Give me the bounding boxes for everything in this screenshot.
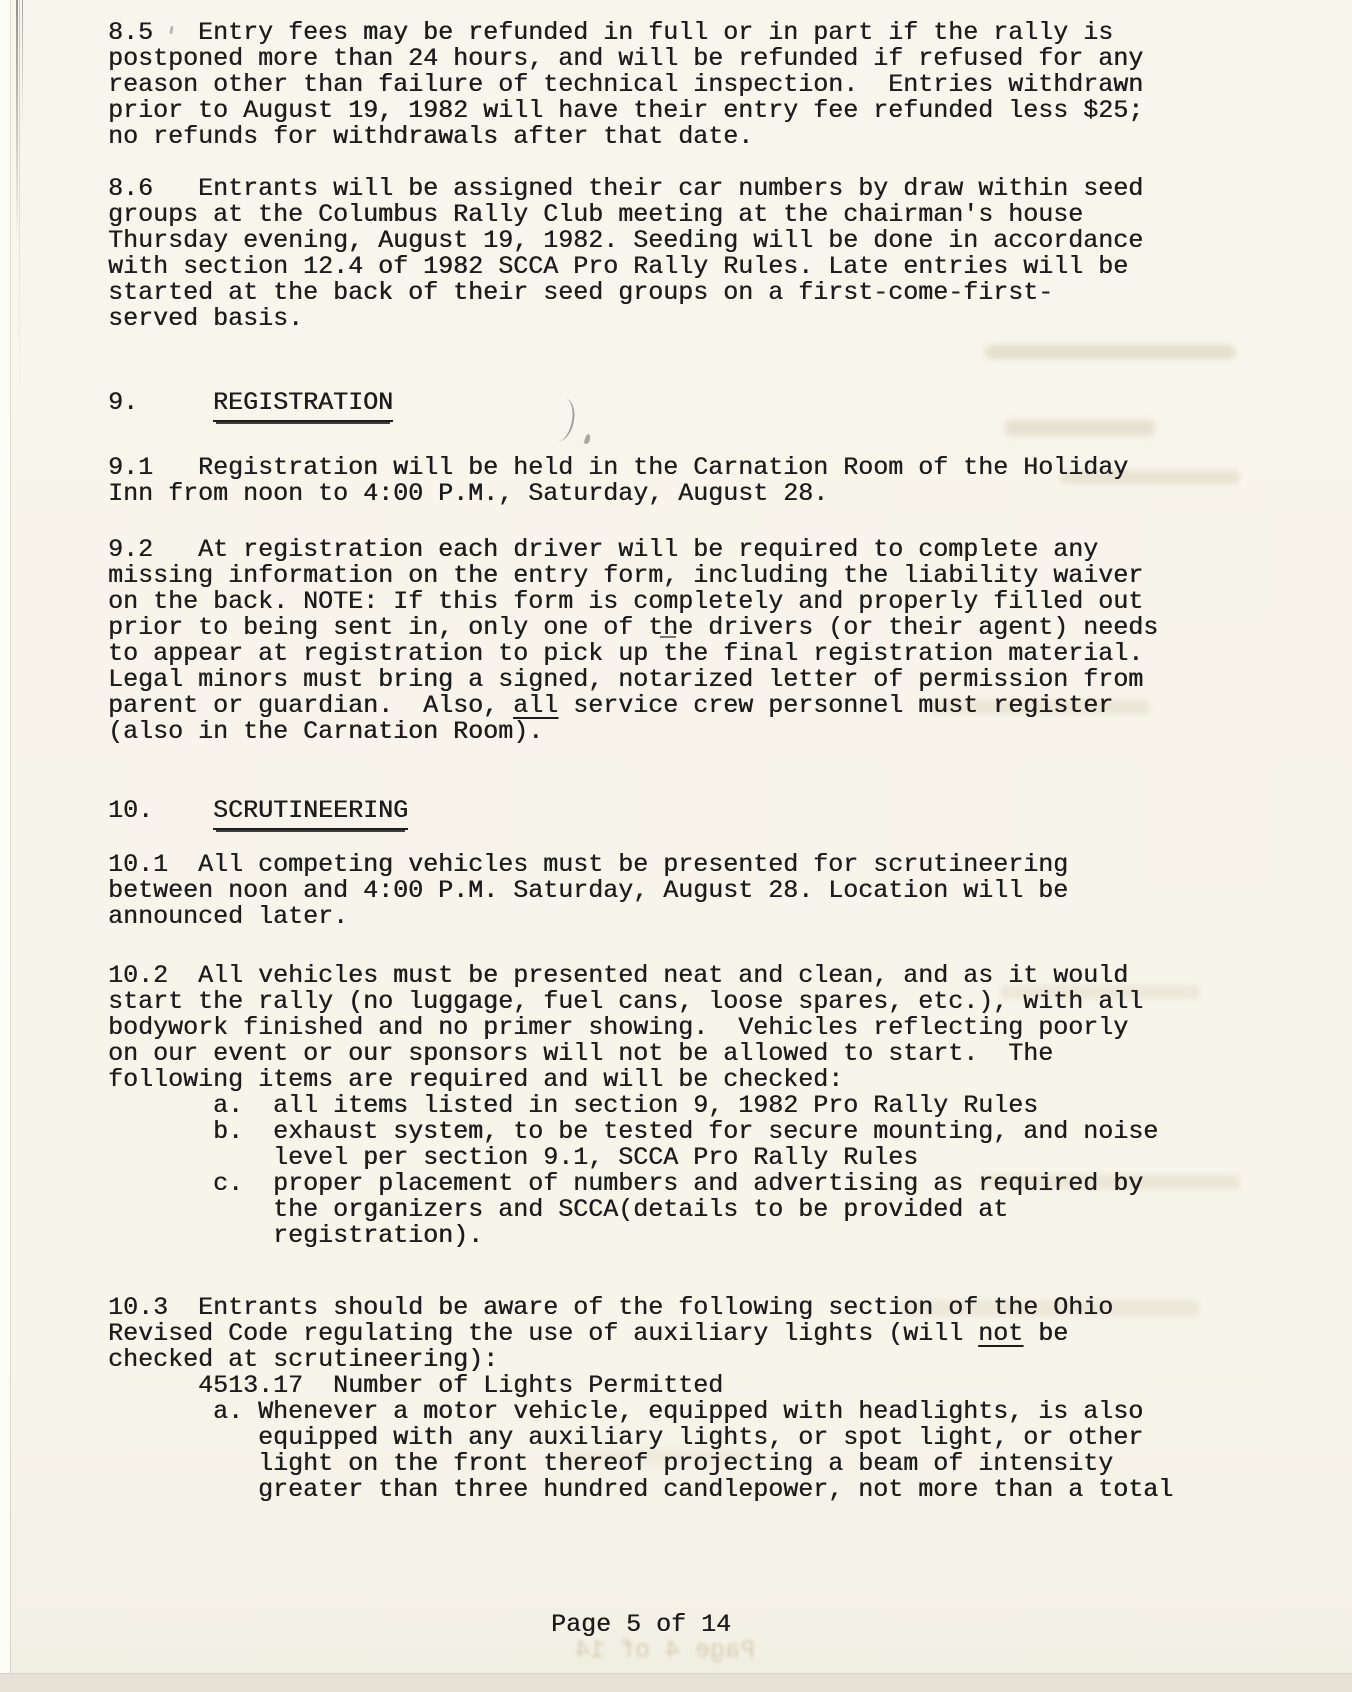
text-line: between noon and 4:00 P.M. Saturday, August 28. Location will be: [108, 876, 1069, 905]
page-footer: Page 5 of 14: [551, 1610, 732, 1639]
text-line: following items are required and will be checked:: [108, 1065, 844, 1094]
section-8-5: [108, 20, 1352, 150]
text-segment: service crew personnel must register: [558, 691, 1114, 720]
text-segment: be: [1023, 1319, 1069, 1348]
text-line: 10.3 Entrants should be aware of the following section of the Ohio: [108, 1293, 1114, 1322]
text-line: equipped with any auxiliary lights, or spot light, or other: [108, 1423, 1144, 1452]
text-line: start the rally (no luggage, fuel cans, loose spares, etc.), with all: [108, 987, 1144, 1016]
section-9-2: [108, 537, 1352, 745]
list-item-c: c. proper placement of numbers and advertising as required by: [108, 1169, 1144, 1198]
text-line: served basis.: [108, 304, 304, 333]
text-line: 9.1 Registration will be held in the Carnation Room of the Holiday: [108, 453, 1129, 482]
section-9-1: [108, 455, 1352, 507]
text-line: started at the back of their seed groups on a first-come-first-: [108, 278, 1054, 307]
heading-registration: [108, 390, 1352, 416]
text-line: bodywork finished and no primer showing. Vehicles reflecting poorly: [108, 1013, 1129, 1042]
list-item-a: a. all items listed in section 9, 1982 Pro Rally Rules: [108, 1091, 1039, 1120]
text-line: prior to August 19, 1982 will have their entry fee refunded less $25;: [108, 96, 1144, 125]
text-line: 8.5 Entry fees may be refunded in full or in part if the rally is: [108, 18, 1114, 47]
text-line: on the back. NOTE: If this form is completely and properly filled out: [108, 587, 1144, 616]
page-body: [108, 20, 1352, 1638]
text-line: to appear at registration to pick up the final registration material.: [108, 639, 1144, 668]
text-line: reason other than failure of technical inspection. Entries withdrawn: [108, 70, 1144, 99]
scan-bottom-strip: [0, 1673, 1352, 1692]
text-line: prior to being sent in, only one of the drivers (or their agent) needs: [108, 613, 1159, 642]
paper-edge: [0, 0, 10, 1692]
heading-scrutineering: [108, 798, 1352, 824]
text-line: greater than three hundred candlepower, not more than a total: [108, 1475, 1174, 1504]
text-segment: Revised Code regulating the use of auxiliary lights (will: [108, 1319, 979, 1348]
bleedthrough-page-number: Page 4 of 14: [575, 1636, 756, 1665]
text-line: Legal minors must bring a signed, notarized letter of permission from: [108, 665, 1144, 694]
text-line: checked at scrutineering):: [108, 1345, 499, 1374]
section-10-1: [108, 852, 1352, 930]
text-line: 10.1 All competing vehicles must be presented for scrutineering: [108, 850, 1069, 879]
text-line: announced later.: [108, 902, 349, 931]
scan-line: [19, 0, 20, 420]
text-line: [108, 1321, 1352, 1347]
text-line: a. Whenever a motor vehicle, equipped with headlights, is also: [108, 1397, 1144, 1426]
text-line: with section 12.4 of 1982 SCCA Pro Rally Rules. Late entries will be: [108, 252, 1129, 281]
text-line: groups at the Columbus Rally Club meeting at the chairman's house: [108, 200, 1084, 229]
text-line: missing information on the entry form, including the liability waiver: [108, 561, 1144, 590]
list-item-c-cont: the organizers and SCCA(details to be provided at: [108, 1195, 1009, 1224]
list-item-b: b. exhaust system, to be tested for secure mounting, and noise: [108, 1117, 1159, 1146]
text-line: 10.2 All vehicles must be presented neat and clean, and as it would: [108, 961, 1129, 990]
heading-title: REGISTRATION: [213, 388, 393, 422]
text-line: on our event or our sponsors will not be allowed to start. The: [108, 1039, 1054, 1068]
scan-line: [16, 0, 18, 240]
text-line: no refunds for withdrawals after that date.: [108, 122, 754, 151]
underlined-word: not: [978, 1319, 1024, 1348]
section-10-3: [108, 1295, 1352, 1503]
text-line: postponed more than 24 hours, and will be refunded if refused for any: [108, 44, 1144, 73]
text-segment: parent or guardian. Also,: [108, 691, 514, 720]
scan-line: [22, 0, 23, 130]
heading-number: 9.: [108, 388, 214, 417]
list-item-b-cont: level per section 9.1, SCCA Pro Rally Rules: [108, 1143, 919, 1172]
text-line: Inn from noon to 4:00 P.M., Saturday, August 28.: [108, 479, 829, 508]
text-line: 8.6 Entrants will be assigned their car numbers by draw within seed: [108, 174, 1144, 203]
text-line: 9.2 At registration each driver will be required to complete any: [108, 535, 1099, 564]
text-line: Thursday evening, August 19, 1982. Seeding will be done in accordance: [108, 226, 1144, 255]
scan-line: [10, 0, 11, 1692]
section-8-6: [108, 176, 1352, 332]
text-line: (also in the Carnation Room).: [108, 717, 544, 746]
list-item-c-cont: registration).: [108, 1221, 484, 1250]
text-line: light on the front thereof projecting a beam of intensity: [108, 1449, 1114, 1478]
code-section-title: 4513.17 Number of Lights Permitted: [108, 1371, 724, 1400]
text-line: [108, 693, 1352, 719]
heading-number: 10.: [108, 796, 214, 825]
underlined-word: all: [513, 691, 559, 720]
section-10-2: [108, 963, 1352, 1249]
heading-title: SCRUTINEERING: [213, 796, 408, 830]
